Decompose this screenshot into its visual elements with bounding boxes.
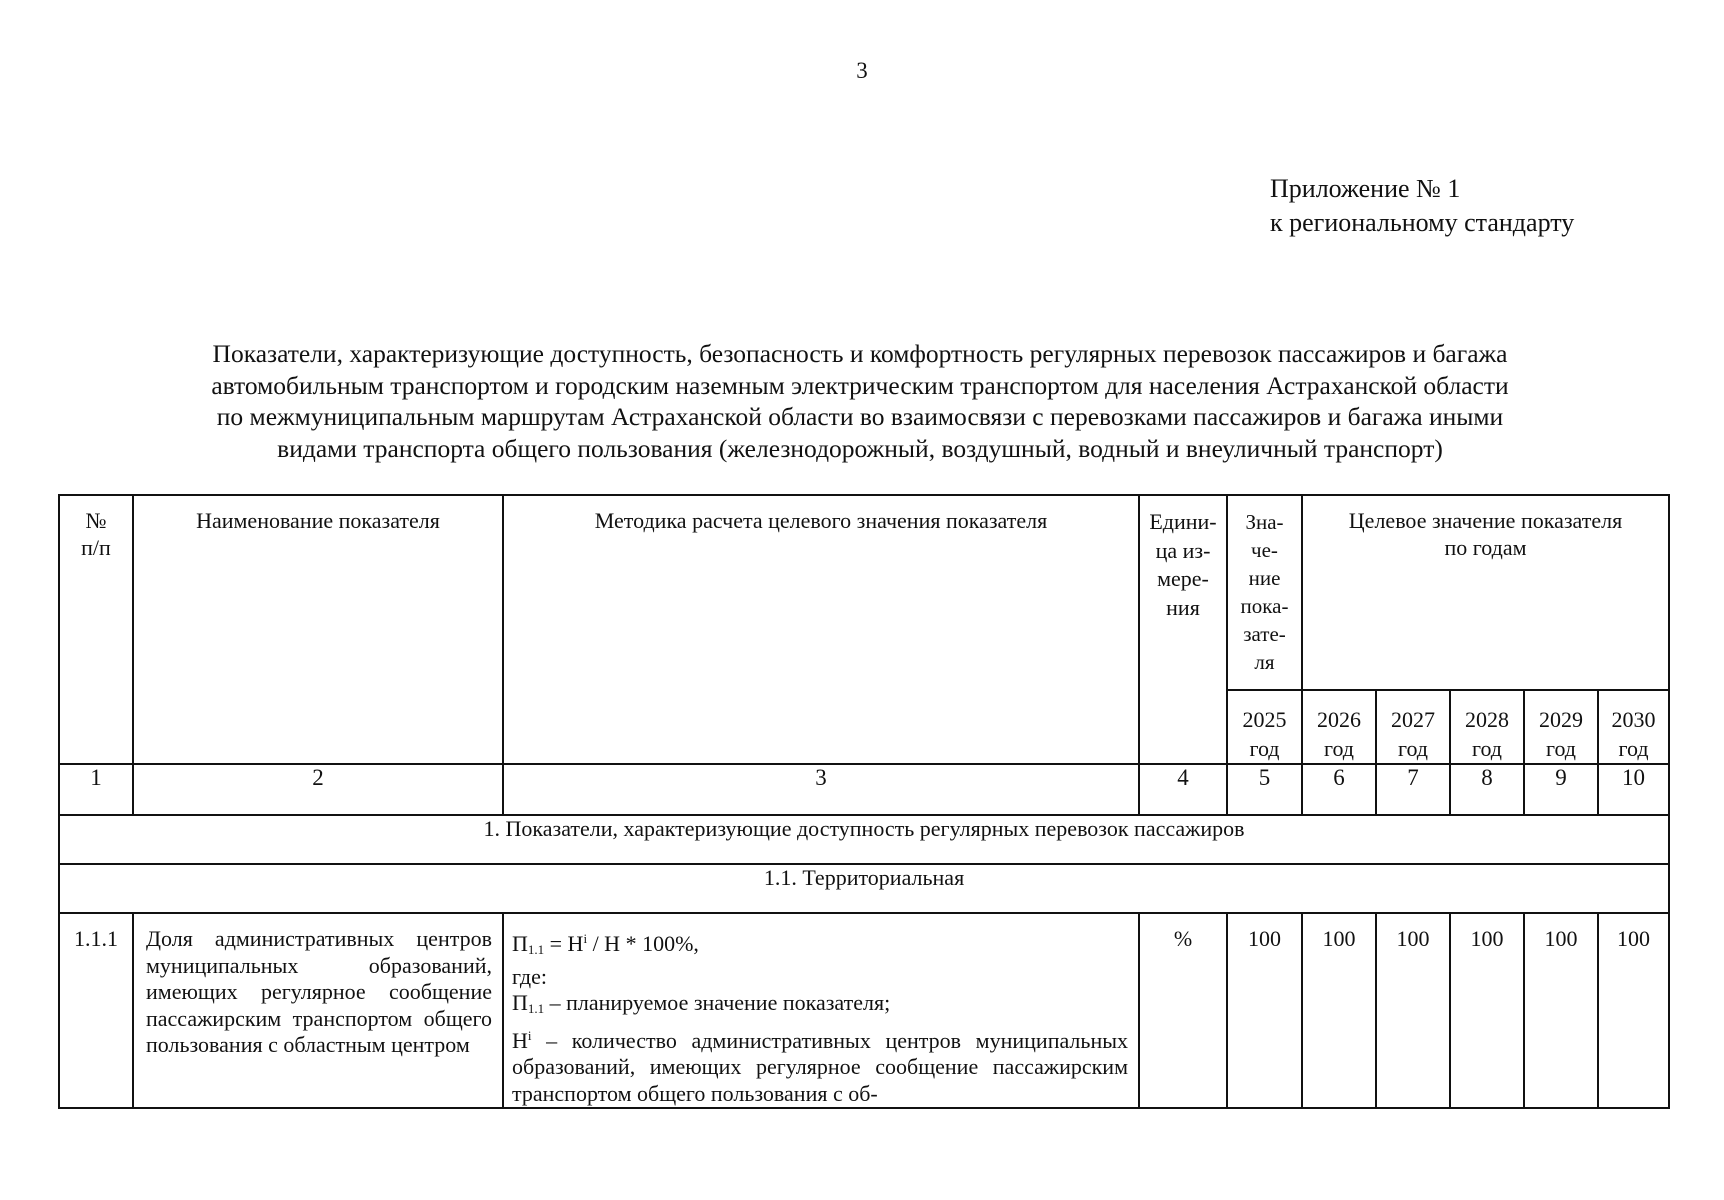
column-number: 2 xyxy=(133,764,503,815)
value-cell: 100 xyxy=(1450,913,1524,1108)
value-cell: 100 xyxy=(1302,913,1376,1108)
header-value xyxy=(1227,495,1302,690)
header-target xyxy=(1302,495,1669,690)
year-suffix: год xyxy=(1323,736,1355,761)
appendix-line-2: к региональному стандарту xyxy=(1270,208,1575,237)
header-num xyxy=(59,495,133,764)
header-num-line: № xyxy=(85,508,107,533)
appendix-caption xyxy=(1270,172,1574,240)
column-number: 3 xyxy=(503,764,1139,815)
header-value-line: пока- xyxy=(1240,594,1289,618)
formula-symbol: П xyxy=(512,931,528,956)
year-label: 2027 xyxy=(1391,707,1435,732)
formula-equals: = Н xyxy=(544,931,584,956)
subsection-row xyxy=(59,864,1669,913)
row-number: 1.1.1 xyxy=(59,913,133,1108)
title-line-1: Показатели, характеризующие доступность, безопасность и комфортность регулярных перевозок пассажиров и багажа xyxy=(212,339,1508,368)
header-row-1 xyxy=(59,495,1669,690)
year-label: 2025 xyxy=(1242,707,1287,732)
header-value-line: Зна- xyxy=(1245,510,1284,534)
year-suffix: год xyxy=(1471,736,1503,761)
column-number: 5 xyxy=(1227,764,1302,815)
def-text: – количество административных центров муниципальных образований, имеющих регулярное сообщение пассажирским транспортом общего пользования с об- xyxy=(512,1027,1128,1106)
header-year xyxy=(1376,690,1450,764)
calculation-method xyxy=(503,913,1139,1108)
page-number: 3 xyxy=(856,58,868,83)
year-label: 2029 xyxy=(1539,707,1583,732)
value-cell: 100 xyxy=(1598,913,1669,1108)
def-symbol: Н xyxy=(512,1027,528,1053)
column-number: 9 xyxy=(1524,764,1598,815)
title-line-3: по межмуниципальным маршрутам Астраханской области во взаимосвязи с перевозками пассажиров и багажа иными xyxy=(216,402,1504,431)
indicators-table xyxy=(58,494,1670,1109)
header-value-line: ние xyxy=(1248,566,1281,590)
unit-cell: % xyxy=(1139,913,1227,1108)
year-suffix: год xyxy=(1249,736,1280,761)
column-number: 8 xyxy=(1450,764,1524,815)
header-target-line: по годам xyxy=(1444,534,1527,560)
header-value-line: зате- xyxy=(1243,622,1286,646)
value-cell: 100 xyxy=(1227,913,1302,1108)
header-year xyxy=(1227,690,1302,764)
year-label: 2030 xyxy=(1611,707,1656,732)
value-cell: 100 xyxy=(1524,913,1598,1108)
column-number: 6 xyxy=(1302,764,1376,815)
column-number: 10 xyxy=(1598,764,1669,815)
header-value-line: че- xyxy=(1251,538,1278,562)
def-superscript: i xyxy=(527,1027,532,1043)
header-unit-line: Едини- xyxy=(1149,509,1217,534)
def-symbol: П xyxy=(512,990,528,1015)
definition-h xyxy=(512,1023,1128,1108)
header-unit xyxy=(1139,495,1227,764)
year-label: 2028 xyxy=(1465,707,1509,732)
header-year xyxy=(1302,690,1376,764)
header-year xyxy=(1524,690,1598,764)
column-number: 4 xyxy=(1139,764,1227,815)
header-method: Методика расчета целевого значения показателя xyxy=(503,495,1139,764)
formula-superscript: i xyxy=(583,931,588,946)
indicator-name: Доля административных центров муниципальных образований, имеющих регулярное сообщение пассажирским транспортом общего пользования с областным центром xyxy=(133,913,503,1108)
section-row xyxy=(59,815,1669,864)
header-year xyxy=(1598,690,1669,764)
header-num-line: п/п xyxy=(81,534,111,560)
year-label: 2026 xyxy=(1317,707,1361,732)
header-value-line: ля xyxy=(1254,650,1275,674)
def-subscript: 1.1 xyxy=(527,1001,545,1016)
title-line-2: автомобильным транспортом и городским наземным электрическим транспортом для населения Астраханской области xyxy=(211,370,1509,400)
column-number: 7 xyxy=(1376,764,1450,815)
formula-line xyxy=(512,926,1128,964)
subsection-heading: 1.1. Территориальная xyxy=(59,864,1669,913)
header-name: Наименование показателя xyxy=(133,495,503,764)
appendix-line-1: Приложение № 1 xyxy=(1270,174,1461,203)
where-line: где: xyxy=(512,963,547,989)
table-row xyxy=(59,913,1669,1108)
header-year xyxy=(1450,690,1524,764)
column-number: 1 xyxy=(59,764,133,815)
year-suffix: год xyxy=(1545,736,1577,761)
formula-rest: / Н * 100%, xyxy=(587,931,699,956)
header-unit-line: ния xyxy=(1166,594,1200,620)
value-cell: 100 xyxy=(1376,913,1450,1108)
year-suffix: год xyxy=(1618,736,1649,761)
formula-subscript: 1.1 xyxy=(527,942,545,957)
header-unit-line: мере- xyxy=(1157,566,1209,591)
document-title xyxy=(60,338,1660,464)
column-number-row xyxy=(59,764,1669,815)
definition-p xyxy=(512,990,1128,1023)
header-target-line: Целевое значение показателя xyxy=(1348,508,1623,533)
section-heading: 1. Показатели, характеризующие доступность регулярных перевозок пассажиров xyxy=(59,815,1669,864)
header-unit-line: ца из- xyxy=(1155,537,1211,563)
def-text: – планируемое значение показателя; xyxy=(544,990,891,1015)
year-suffix: год xyxy=(1397,736,1429,761)
title-line-4: видами транспорта общего пользования (железнодорожный, воздушный, водный и внеуличный транспорт) xyxy=(277,433,1443,463)
